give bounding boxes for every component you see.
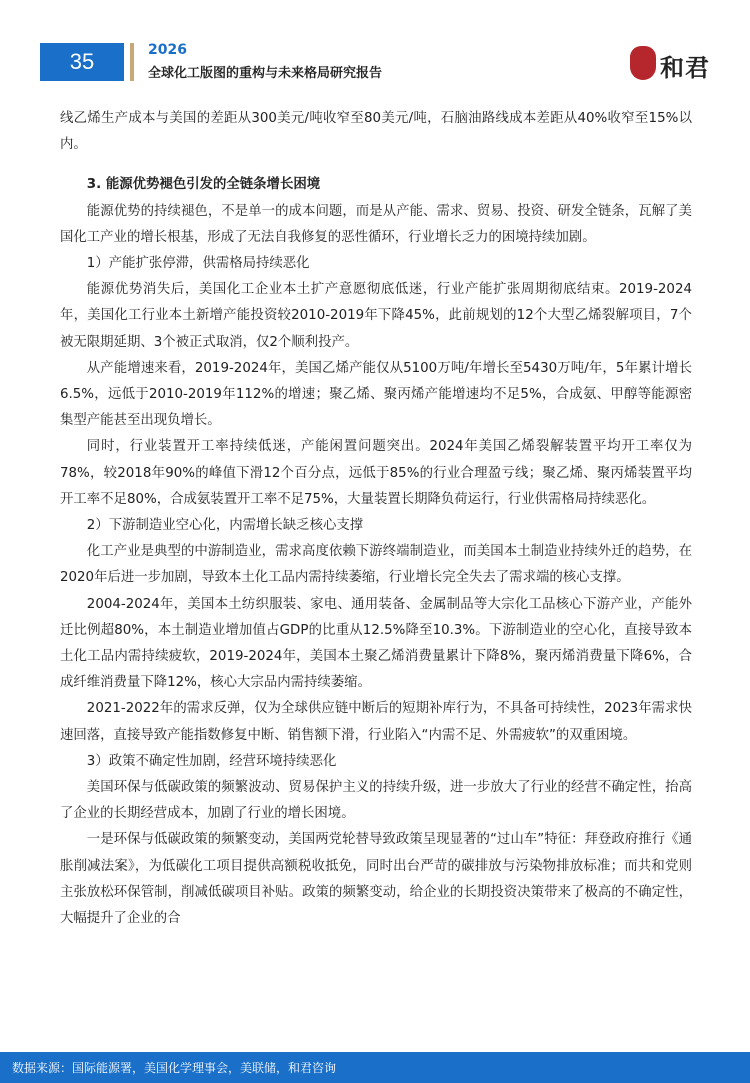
- header-divider: [130, 43, 134, 81]
- subheading: 1）产能扩张停滞，供需格局持续恶化: [86, 256, 310, 272]
- paragraph: 2004-2024年，美国本土纺织服装、家电、通用装备、金属制品等大宗化工品核心下游产业，产能外迁比例超80%，本土制造业增加值占GDP的比重从12.5%降至10.3%。下游制造业的空心化，直接导致本土化工品内需持续疲软，2019-2024年，美国本土聚乙烯消费量累计下降8%，聚丙烯消费量下降6%，合成纤维消费量下降12%，核心大宗品内需持续萎缩。: [60, 596, 692, 691]
- hejun-logo: [630, 44, 720, 84]
- paragraph: 2021-2022年的需求反弹，仅为全球供应链中断后的短期补库行为，不具备可持续性，2023年需求快速回落，直接导致产能指数修复中断、销售额下滑，行业陷入“内需不足、外需疲软”的双重困境。: [60, 701, 692, 743]
- paragraph: 化工产业是典型的中游制造业，需求高度依赖下游终端制造业，而美国本土制造业持续外迁的趋势，在2020年后进一步加剧，导致本土化工品内需持续萎缩，行业增长完全失去了需求端的核心支撑。: [60, 544, 692, 586]
- section-heading: 3. 能源优势褪色引发的全链条增长困境: [86, 177, 321, 193]
- paragraph: 同时，行业装置开工率持续低迷，产能闲置问题突出。2024年美国乙烯裂解装置平均开工率仅为78%，较2018年90%的峰值下滑12个百分点，远低于85%的行业合理盈亏线；聚乙烯、聚丙烯装置平均开工率不足80%，合成氨装置开工率不足75%，大量装置长期降负荷运行，行业供需格局持续恶化。: [60, 439, 692, 507]
- paragraph: 能源优势的持续褪色，不是单一的成本问题，而是从产能、需求、贸易、投资、研发全链条，瓦解了美国化工产业的增长根基，形成了无法自我修复的恶性循环，行业增长乏力的困境持续加剧。: [60, 203, 692, 245]
- data-source-note: 数据来源：国际能源署，美国化学理事会，美联储，和君咨询: [12, 1061, 337, 1075]
- logo-seal-icon: [630, 46, 656, 80]
- paragraph-continued: 线乙烯生产成本与美国的差距从300美元/吨收窄至80美元/吨，石脑油路线成本差距从40%收窄至15%以内。: [60, 111, 692, 153]
- logo-text: 和君: [660, 54, 710, 82]
- subheading: 2）下游制造业空心化，内需增长缺乏核心支撑: [86, 518, 364, 534]
- paragraph: 一是环保与低碳政策的频繁变动，美国两党轮替导致政策呈现显著的“过山车”特征：拜登政府推行《通胀削减法案》，为低碳化工项目提供高额税收抵免，同时出台严苛的碳排放与污染物排放标准；而共和党则主张放松环保管制，削减低碳项目补贴。政策的频繁变动，给企业的长期投资决策带来了极高的不确定性，大幅提升了企业的合: [60, 832, 692, 927]
- report-title: 全球化工版图的重构与未来格局研究报告: [148, 66, 383, 81]
- subheading: 3）政策不确定性加剧，经营环境持续恶化: [86, 753, 337, 769]
- paragraph: 美国环保与低碳政策的频繁波动、贸易保护主义的持续升级，进一步放大了行业的经营不确定性，抬高了企业的长期经营成本，加剧了行业的增长困境。: [60, 780, 692, 822]
- page-number-badge: 35: [40, 43, 124, 81]
- paragraph: 能源优势消失后，美国化工企业本土扩产意愿彻底低迷，行业产能扩张周期彻底结束。2019-2024年，美国化工行业本土新增产能投资较2010-2019年下降45%，此前规划的12个大型乙烯裂解项目，7个被无限期延期、3个被正式取消，仅2个顺利投产。: [60, 282, 692, 350]
- page-header: [0, 0, 750, 100]
- report-year: 2026: [148, 42, 187, 58]
- body-content: [60, 106, 692, 932]
- page-footer: [0, 1052, 750, 1083]
- paragraph: 从产能增速来看，2019-2024年，美国乙烯产能仅从5100万吨/年增长至5430万吨/年，5年累计增长6.5%，远低于2010-2019年112%的增速；聚乙烯、聚丙烯产能增速均不足5%，合成氨、甲醇等能源密集型产能甚至出现负增长。: [60, 360, 692, 429]
